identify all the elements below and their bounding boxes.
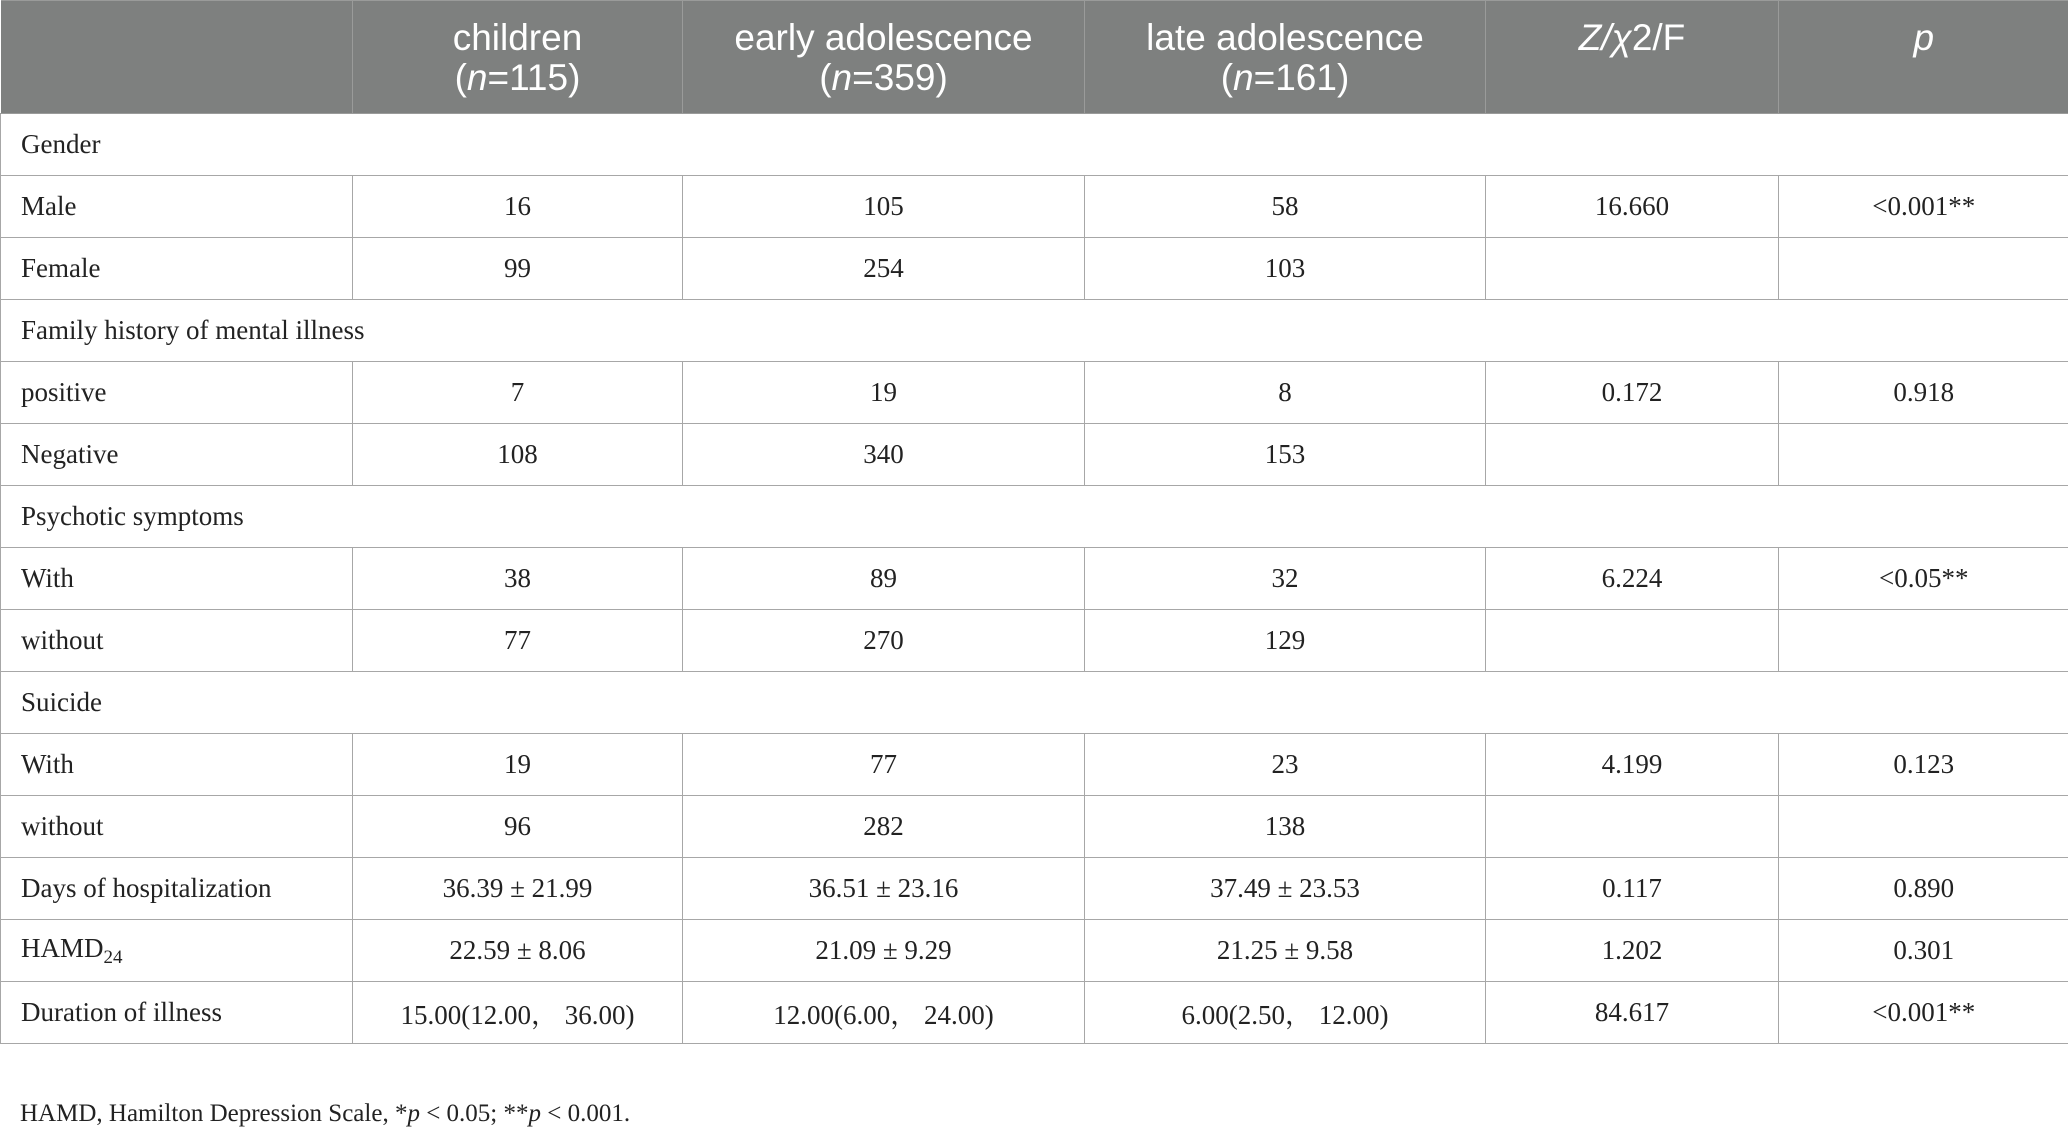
early-adolescence-cell: 105: [683, 176, 1085, 238]
early-adolescence-cell: 340: [683, 424, 1085, 486]
statistic-cell: 1.202: [1486, 920, 1779, 982]
row-label-text: without: [21, 811, 104, 841]
children-cell: 96: [353, 796, 683, 858]
header-early-adolescence: early adolescence (n=359): [683, 1, 1085, 114]
header-late-text: late adolescence: [1146, 17, 1424, 58]
row-label-text: HAMD: [21, 932, 104, 963]
children-cell: 16: [353, 176, 683, 238]
p-value-cell: 0.890: [1779, 858, 2068, 920]
header-children-n-value: =115: [487, 57, 569, 98]
header-children-n-label: n: [466, 57, 488, 98]
late-adolescence-cell: 21.25 ± 9.58: [1085, 920, 1486, 982]
section-label: Family history of mental illness: [1, 300, 2068, 362]
section-label: Gender: [1, 114, 2068, 176]
table-row: [1, 734, 2068, 796]
late-adolescence-cell: 103: [1085, 238, 1486, 300]
table-row: [1, 920, 2068, 982]
table-body: [1, 114, 2068, 1044]
header-early-n-label: n: [831, 57, 853, 98]
statistic-cell: [1486, 796, 1779, 858]
early-adolescence-cell: 254: [683, 238, 1085, 300]
early-adolescence-cell: 77: [683, 734, 1085, 796]
table-row: [1, 424, 2068, 486]
early-adolescence-cell: 12.00(6.00， 24.00): [683, 982, 1085, 1044]
header-p-text: p: [1913, 17, 1935, 58]
header-statistic: [1486, 1, 1779, 114]
row-label: [1, 734, 353, 796]
statistic-cell: 4.199: [1486, 734, 1779, 796]
early-adolescence-cell: 21.09 ± 9.29: [683, 920, 1085, 982]
table-row: [1, 238, 2068, 300]
table-row: [1, 858, 2068, 920]
statistic-cell: 16.660: [1486, 176, 1779, 238]
section-row: [1, 486, 2068, 548]
row-label-text: With: [21, 563, 74, 593]
row-label-text: Days of hospitalization: [21, 873, 272, 903]
children-cell: 108: [353, 424, 683, 486]
children-cell: 7: [353, 362, 683, 424]
early-adolescence-cell: 89: [683, 548, 1085, 610]
row-label: [1, 362, 353, 424]
header-early-text: early adolescence: [734, 17, 1033, 58]
p-value-cell: 0.123: [1779, 734, 2068, 796]
row-label: [1, 982, 353, 1044]
p-value-cell: [1779, 238, 2068, 300]
statistic-cell: [1486, 610, 1779, 672]
children-cell: 38: [353, 548, 683, 610]
row-label: [1, 424, 353, 486]
early-adolescence-cell: 270: [683, 610, 1085, 672]
row-label: [1, 920, 353, 982]
late-adolescence-cell: 129: [1085, 610, 1486, 672]
late-adolescence-cell: 23: [1085, 734, 1486, 796]
row-label-text: Female: [21, 253, 101, 283]
footnote-p2: p: [528, 1100, 541, 1127]
footnote-prefix: HAMD, Hamilton Depression Scale, *: [20, 1100, 408, 1127]
header-late-n-label: n: [1233, 57, 1254, 98]
row-label-subscript: 24: [103, 946, 123, 968]
row-label: [1, 548, 353, 610]
row-label-text: Duration of illness: [21, 997, 222, 1027]
p-value-cell: [1779, 796, 2068, 858]
early-adolescence-cell: 19: [683, 362, 1085, 424]
row-label-text: without: [21, 625, 104, 655]
row-label-text: Negative: [21, 439, 119, 469]
p-value-cell: 0.918: [1779, 362, 2068, 424]
section-row: [1, 672, 2068, 734]
row-label-text: positive: [21, 377, 107, 407]
statistic-cell: 0.172: [1486, 362, 1779, 424]
row-label: [1, 176, 353, 238]
late-adolescence-cell: 37.49 ± 23.53: [1085, 858, 1486, 920]
footnote-p1: p: [407, 1100, 420, 1127]
statistic-cell: [1486, 238, 1779, 300]
late-adolescence-cell: 58: [1085, 176, 1486, 238]
section-row: [1, 300, 2068, 362]
header-late-adolescence: late adolescence (n=161): [1085, 1, 1486, 114]
header-early-n-value: =359: [852, 57, 936, 98]
header-stat-rest: 2/F: [1631, 17, 1686, 58]
early-adolescence-cell: 36.51 ± 23.16: [683, 858, 1085, 920]
header-stat-sep: /: [1601, 17, 1612, 58]
children-cell: 15.00(12.00， 36.00): [353, 982, 683, 1044]
children-cell: 77: [353, 610, 683, 672]
header-children-text: children: [452, 17, 583, 58]
header-children: children (n=115): [353, 1, 683, 114]
children-cell: 99: [353, 238, 683, 300]
section-row: [1, 114, 2068, 176]
late-adolescence-cell: 138: [1085, 796, 1486, 858]
header-stat-z: Z: [1578, 17, 1602, 58]
row-label: [1, 610, 353, 672]
p-value-cell: <0.001**: [1779, 982, 2068, 1044]
header-p-value: [1779, 1, 2068, 114]
table-header: [1, 1, 2068, 114]
row-label: [1, 796, 353, 858]
statistic-cell: 0.117: [1486, 858, 1779, 920]
statistic-cell: 84.617: [1486, 982, 1779, 1044]
header-label-column: [1, 1, 353, 114]
table-row: [1, 796, 2068, 858]
p-value-cell: <0.05**: [1779, 548, 2068, 610]
table-row: [1, 362, 2068, 424]
statistic-cell: [1486, 424, 1779, 486]
late-adolescence-cell: 6.00(2.50， 12.00): [1085, 982, 1486, 1044]
header-row: [1, 1, 2068, 114]
footnote-mid: < 0.05; **: [419, 1100, 529, 1127]
table-row: [1, 176, 2068, 238]
children-cell: 22.59 ± 8.06: [353, 920, 683, 982]
table-row: [1, 982, 2068, 1044]
row-label: [1, 238, 353, 300]
children-cell: 36.39 ± 21.99: [353, 858, 683, 920]
early-adolescence-cell: 282: [683, 796, 1085, 858]
p-value-cell: 0.301: [1779, 920, 2068, 982]
p-value-cell: <0.001**: [1779, 176, 2068, 238]
row-label: [1, 858, 353, 920]
table-row: [1, 548, 2068, 610]
statistic-cell: 6.224: [1486, 548, 1779, 610]
section-label: Suicide: [1, 672, 2068, 734]
children-cell: 19: [353, 734, 683, 796]
p-value-cell: [1779, 424, 2068, 486]
late-adolescence-cell: 8: [1085, 362, 1486, 424]
row-label-text: Male: [21, 191, 77, 221]
p-value-cell: [1779, 610, 2068, 672]
late-adolescence-cell: 153: [1085, 424, 1486, 486]
header-stat-chi: χ: [1611, 17, 1632, 58]
late-adolescence-cell: 32: [1085, 548, 1486, 610]
header-late-n-value: =161: [1253, 57, 1337, 98]
table-footnote: [20, 1100, 630, 1128]
section-label: Psychotic symptoms: [1, 486, 2068, 548]
footnote-suffix: < 0.001.: [541, 1100, 631, 1127]
table-row: [1, 610, 2068, 672]
row-label-text: With: [21, 749, 74, 779]
